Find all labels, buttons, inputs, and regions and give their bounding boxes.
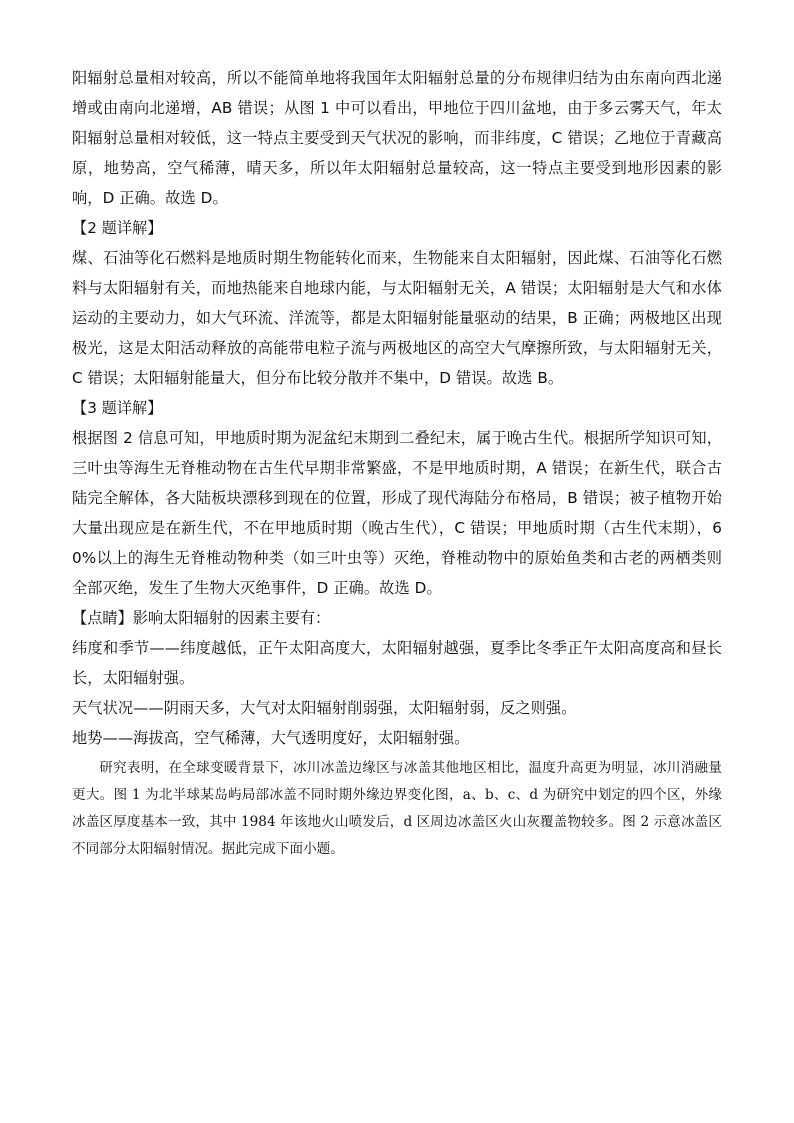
q2-heading: 【2 题详解】 bbox=[72, 219, 163, 237]
q2-answer: 煤、石油等化石燃料是地质时期生物能转化而来，生物能来自太阳辐射，因此煤、石油等化石燃料与太阳辐射有关，而地热能来自地球内能，与太阳辐射无关，A 错误；太阳辐射是大气和水体运动的主要动力，如大气环流、洋流等，都是太阳辐射能量驱动的结果，B 正确；两极地区出现极光，这是太阳活动释放的高能带电粒子流与两极地区的高空大气摩擦所致，与太阳辐射无关，C 错误；太阳辐射能量大，但分布比较分散并不集中，D 错误。故选 B。 bbox=[72, 249, 722, 387]
tips-heading: 【点睛】影响太阳辐射的因素主要有： bbox=[72, 609, 331, 627]
tip-latitude-season: 纬度和季节——纬度越低，正午太阳高度大，太阳辐射越强，夏季比冬季正午太阳高度高和昼长长，太阳辐射强。 bbox=[72, 639, 722, 687]
next-question-material: 研究表明，在全球变暖背景下，冰川冰盖边缘区与冰盖其他地区相比，温度升高更为明显，冰川消融量更大。图 1 为北半球某岛屿局部冰盖不同时期外缘边界变化图，a、b、c、d 为研究中划定的四个区，外缘冰盖区厚度基本一致，其中 1984 年该地火山喷发后，d 区周边冰盖区火山灰覆盖物较多。图 2 示意冰盖区不同部分太阳辐射情况。据此完成下面小题。 bbox=[72, 760, 722, 857]
q3-heading: 【3 题详解】 bbox=[72, 399, 163, 417]
document-page bbox=[72, 63, 722, 863]
q3-answer: 根据图 2 信息可知，甲地质时期为泥盆纪末期到二叠纪末，属于晚古生代。根据所学知识可知，三叶虫等海生无脊椎动物在古生代早期非常繁盛，不是甲地质时期，A 错误；在新生代，联合古陆完全解体，各大陆板块漂移到现在的位置，形成了现代海陆分布格局，B 错误；被子植物开始大量出现应是在新生代，不在甲地质时期（晚古生代），C 错误；甲地质时期（古生代末期），60%以上的海生无脊椎动物种类（如三叶虫等）灭绝，脊椎动物中的原始鱼类和古老的两栖类则全部灭绝，发生了生物大灭绝事件，D 正确。故选 D。 bbox=[72, 429, 722, 597]
tip-elevation: 地势——海拔高，空气稀薄，大气透明度好，太阳辐射强。 bbox=[72, 729, 470, 747]
q1-answer-tail: 阳辐射总量相对较高，所以不能简单地将我国年太阳辐射总量的分布规律归结为由东南向西北递增或由南向北递增，AB 错误；从图 1 中可以看出，甲地位于四川盆地，由于多云雾天气，年太阳辐射总量相对较低，这一特点主要受到天气状况的影响，而非纬度，C 错误；乙地位于青藏高原，地势高，空气稀薄，晴天多，所以年太阳辐射总量较高，这一特点主要受到地形因素的影响，D 正确。故选 D。 bbox=[72, 69, 722, 207]
tip-weather: 天气状况——阴雨天多，大气对太阳辐射削弱强，太阳辐射弱，反之则强。 bbox=[72, 699, 577, 717]
